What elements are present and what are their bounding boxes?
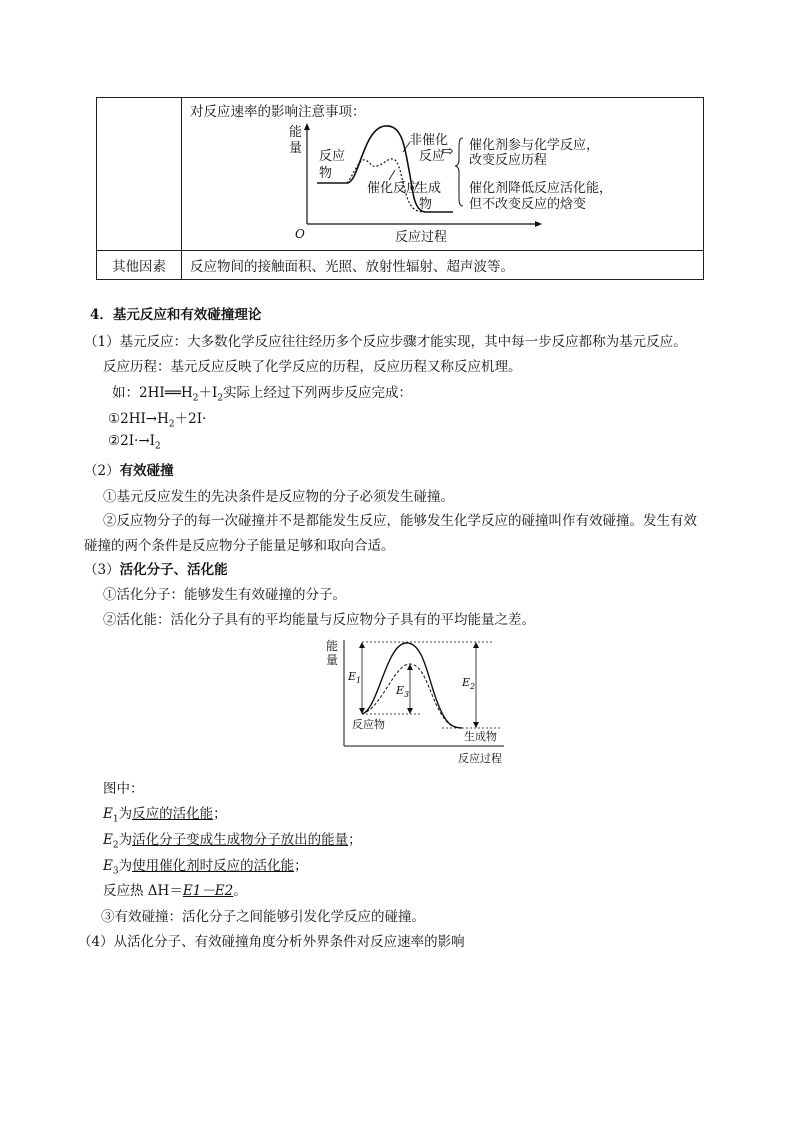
- l1-underlined: 反应的活化能: [132, 806, 214, 822]
- example-equation: [112, 381, 412, 404]
- step1-b: ＋2I·: [174, 411, 207, 427]
- ex-eq-b-sub: 2: [192, 393, 199, 404]
- x-label: 反应过程: [458, 752, 502, 765]
- ex-eq-a: 2HI: [139, 385, 165, 401]
- sub2-num: （2）: [84, 463, 120, 479]
- e3-arrow-head: [407, 664, 413, 670]
- e3-label: $E_3$: [396, 684, 410, 699]
- e1-arrow-head: [359, 642, 365, 648]
- sub3-num: （3）: [84, 562, 120, 578]
- l4-underlined: E1－E2: [182, 883, 234, 899]
- product-label-2: 物: [419, 197, 433, 212]
- l2-var: E: [103, 832, 113, 848]
- explain-line4: [103, 879, 247, 899]
- y-axis-arrow: [304, 123, 310, 130]
- sub2-heading: [84, 459, 174, 479]
- ex-eq-sign: ══: [164, 385, 181, 401]
- uncatalyzed-curve: [362, 643, 462, 728]
- note2-line2: 但不改变反应的焓变: [469, 197, 587, 212]
- step2-a: ②2I·→I: [108, 433, 155, 449]
- p1: （1）基元反应：大多数化学反应往往经历多个反应步骤才能实现，其中每一步反应都称为基元反应。: [84, 334, 687, 350]
- step1-sub: 2: [168, 419, 175, 430]
- s2-2a: ②反应物分子的每一次碰撞并不是都能发生反应，能够发生化学反应的碰撞叫作有效碰撞。发生有效: [103, 513, 697, 529]
- e1-label: $E_1$: [348, 670, 362, 685]
- e2-arrow-tail: [473, 722, 479, 728]
- hollow-arrow-icon: ⇨: [441, 142, 454, 160]
- table-row: [97, 251, 704, 280]
- l1-end: ；: [213, 806, 227, 822]
- l1-mid: 为: [118, 806, 133, 822]
- e3-arrow-tail: [407, 708, 413, 714]
- l2-mid: 为: [118, 832, 133, 848]
- s3-2: ②活化能：活化分子具有的平均能量与反应物分子具有的平均能量之差。: [103, 612, 535, 628]
- noncat-label-1: 非催化: [409, 133, 449, 148]
- x-axis-arrow: [535, 221, 542, 227]
- activation-energy-diagram: [322, 634, 512, 766]
- l3-var: E: [103, 858, 113, 874]
- s2-2b: 碰撞的两个条件是反应物分子能量足够和取向合适。: [84, 538, 395, 554]
- l2-underlined: 活化分子变成生成物分子放出的能量: [132, 832, 349, 848]
- l2-end: ；: [348, 832, 362, 848]
- e2-label: $E_2$: [462, 676, 476, 691]
- reactant-label-2: 物: [319, 166, 333, 181]
- e2-arrow-head: [473, 642, 479, 648]
- sub3-heading: [84, 558, 228, 578]
- note1-line1: 催化剂参与化学反应，: [469, 138, 600, 153]
- section4-heading: 4．基元反应和有效碰撞理论: [90, 307, 262, 323]
- cat-label: 催化反应: [367, 181, 420, 196]
- l3-end: ；: [294, 858, 308, 874]
- row2-label: 其他因素: [97, 251, 182, 280]
- product-label-1: 生成: [415, 181, 442, 196]
- s2-1: ①基元反应发生的先决条件是反应物的分子必须发生碰撞。: [103, 489, 454, 505]
- s3-1: ①活化分子：能够发生有效碰撞的分子。: [103, 587, 346, 603]
- step1-a: ①2HI→H: [108, 411, 169, 427]
- l2-sub: 2: [112, 840, 119, 851]
- sub2-title: 有效碰撞: [119, 463, 174, 479]
- table-cell-empty: [97, 98, 182, 251]
- step2: [108, 433, 161, 452]
- ex-intro: 如：: [112, 385, 139, 401]
- l1-sub: 1: [112, 814, 119, 825]
- reactant-label-1: 反应: [319, 149, 346, 164]
- x-label: 反应过程: [395, 230, 448, 245]
- catalyst-energy-diagram: [285, 120, 625, 246]
- s3-3: ③有效碰撞：活化分子之间能够引发化学反应的碰撞。: [101, 909, 425, 925]
- noncat-label-2: 反应: [419, 149, 446, 164]
- ex-eq-b: H: [180, 385, 193, 401]
- ex-eq-c-sub: 2: [217, 393, 224, 404]
- cat-pointer: [389, 170, 395, 180]
- explain-line2: [103, 828, 362, 851]
- l4-end: 。: [233, 883, 247, 899]
- note2-line1: 催化剂降低反应活化能，: [469, 181, 613, 196]
- reactant-label: 反应物: [352, 718, 385, 731]
- explain-line1: [103, 802, 227, 825]
- origin-label: O: [295, 227, 305, 241]
- step1: [108, 407, 206, 430]
- row1-title: 对反应速率的影响注意事项：: [190, 104, 366, 120]
- y-label-1: 能: [326, 639, 339, 653]
- l3-underlined: 使用催化剂时反应的活化能: [132, 858, 295, 874]
- sub3-title: 活化分子、活化能: [119, 562, 228, 578]
- step2-sub: 2: [154, 441, 161, 452]
- l3-sub: 3: [112, 866, 119, 877]
- l4-pre: 反应热 ΔH＝: [103, 883, 183, 899]
- note1-line2: 改变反应历程: [469, 153, 548, 168]
- p2: 反应历程：基元反应反映了化学反应的历程，反应历程又称反应机理。: [103, 359, 522, 375]
- brace-icon: [455, 138, 463, 206]
- y-label-2: 量: [326, 653, 339, 667]
- y-label-1: 能: [289, 125, 303, 140]
- ex-tail: 实际上经过下列两步反应完成：: [223, 385, 413, 401]
- row2-text: 反应物间的接触面积、光照、放射性辐射、超声波等。: [182, 251, 704, 280]
- explain-intro: 图中：: [103, 781, 144, 797]
- product-label: 生成物: [464, 730, 497, 743]
- p4: （4）从活化分子、有效碰撞角度分析外界条件对反应速率的影响: [78, 934, 465, 950]
- ex-eq-c: ＋I: [198, 385, 218, 401]
- y-label-2: 量: [289, 141, 303, 156]
- l3-mid: 为: [118, 858, 133, 874]
- explain-line3: [103, 854, 308, 877]
- l1-var: E: [103, 806, 113, 822]
